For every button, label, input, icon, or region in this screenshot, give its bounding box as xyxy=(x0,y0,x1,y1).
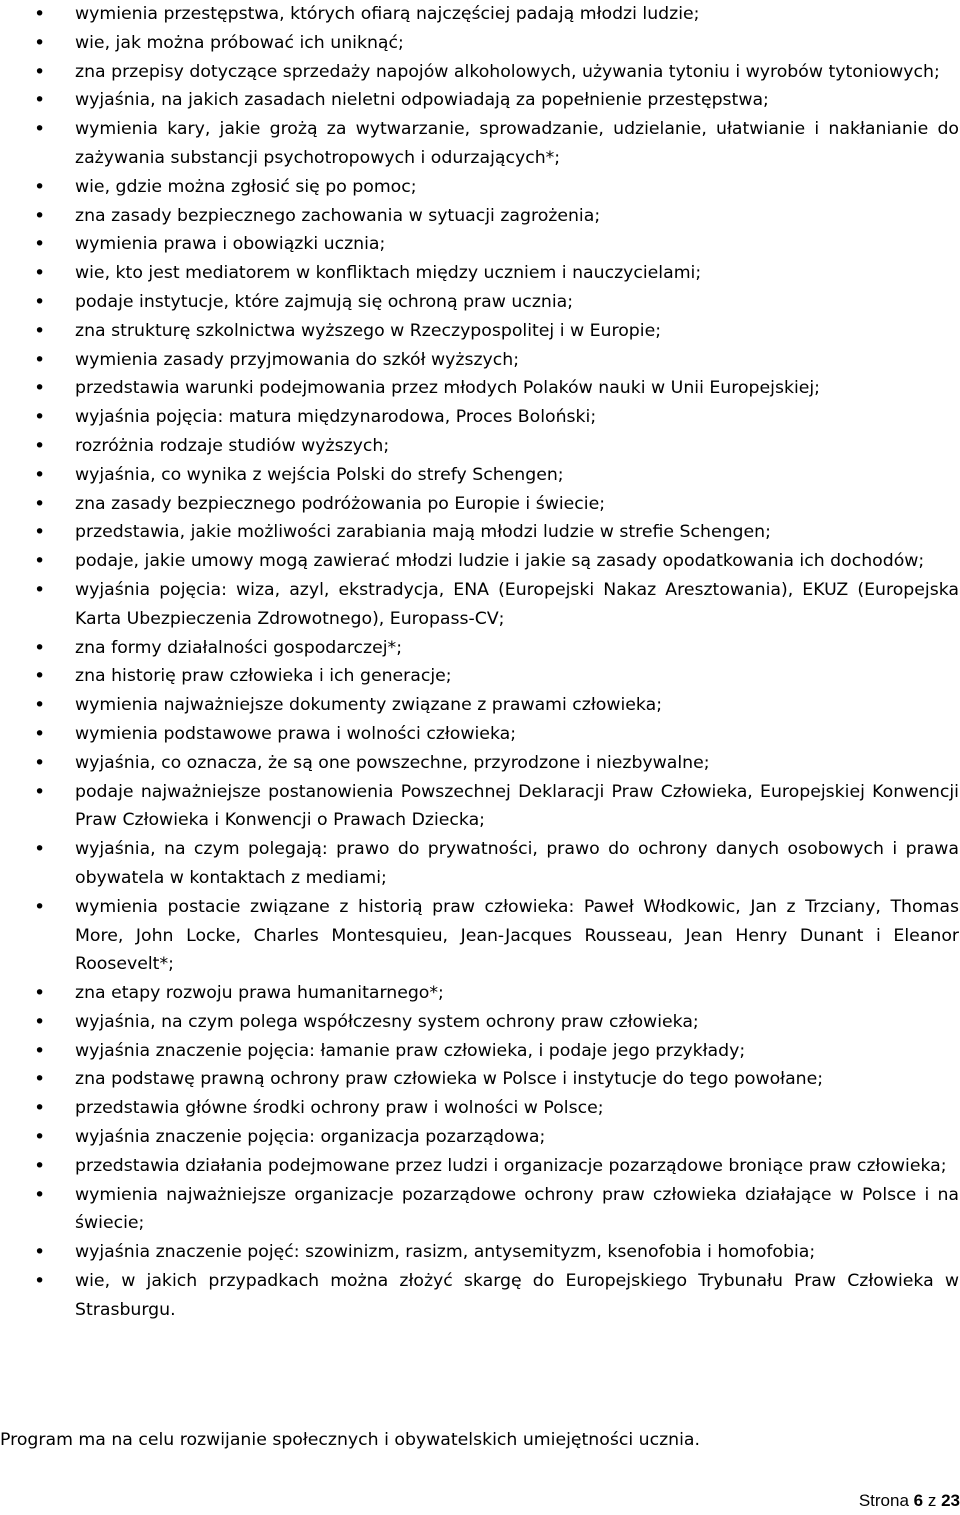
list-item xyxy=(0,1008,960,1037)
bullet-icon: • xyxy=(34,1039,46,1062)
list-item xyxy=(0,1267,960,1325)
list-item-text: zna historię praw człowieka i ich generacje; xyxy=(75,666,452,687)
list-item-text: wie, gdzie można zgłosić się po pomoc; xyxy=(75,176,417,197)
bullet-icon: • xyxy=(34,175,46,198)
list-item xyxy=(0,346,960,375)
bullet-icon: • xyxy=(34,463,46,486)
list-item-text: wyjaśnia, na jakich zasadach nieletni odpowiadają za popełnienie przestępstwa; xyxy=(75,90,769,111)
bullet-icon: • xyxy=(34,751,46,774)
list-item-text: rozróżnia rodzaje studiów wyższych; xyxy=(75,435,390,456)
list-item xyxy=(0,432,960,461)
bullet-icon: • xyxy=(34,895,46,918)
list-item xyxy=(0,749,960,778)
bullet-icon: • xyxy=(34,377,46,400)
list-item-text: zna strukturę szkolnictwa wyższego w Rzeczypospolitej i w Europie; xyxy=(75,320,662,341)
bullet-icon: • xyxy=(34,60,46,83)
list-item xyxy=(0,1152,960,1181)
list-item-text: wie, kto jest mediatorem w konfliktach między uczniem i nauczycielami; xyxy=(75,263,702,284)
list-item-text: wyjaśnia, co wynika z wejścia Polski do strefy Schengen; xyxy=(75,464,564,485)
list-item-text: zna formy działalności gospodarczej*; xyxy=(75,637,403,658)
bullet-icon: • xyxy=(34,838,46,861)
list-item xyxy=(0,1123,960,1152)
list-item xyxy=(0,230,960,259)
list-item-text: wymienia postacie związane z historią praw człowieka: Paweł Włodkowic, Jan z Trzciany, Thomas More, John Locke, Charles Montesquieu, Jean-Jacques Rousseau, Jean Henry Dunant i Eleanor Roosevelt*; xyxy=(75,896,959,975)
list-item xyxy=(0,547,960,576)
footer-label: Strona xyxy=(858,1491,909,1510)
list-item-text: wymienia prawa i obowiązki ucznia; xyxy=(75,234,386,255)
list-item xyxy=(0,1094,960,1123)
bullet-icon: • xyxy=(34,521,46,544)
list-item xyxy=(0,778,960,836)
list-item-text: wie, w jakich przypadkach można złożyć skargę do Europejskiego Trybunału Praw Człowieka w Strasburgu. xyxy=(75,1271,959,1320)
list-item-text: podaje, jakie umowy mogą zawierać młodzi ludzie i jakie są zasady opodatkowania ich dochodów; xyxy=(75,551,925,572)
list-item-text: zna podstawę prawną ochrony praw człowieka w Polsce i instytucje do tego powołane; xyxy=(75,1069,824,1090)
list-item-text: podaje instytucje, które zajmują się ochroną praw ucznia; xyxy=(75,291,574,312)
list-item-text: podaje najważniejsze postanowienia Powszechnej Deklaracji Praw Człowieka, Europejskiej Konwencji Praw Człowieka i Konwencji o Prawach Dziecka; xyxy=(75,781,959,831)
page-number: 6 xyxy=(913,1491,924,1510)
list-item xyxy=(0,29,960,58)
list-item-text: wyjaśnia znaczenie pojęcia: organizacja pozarządowa; xyxy=(75,1127,546,1148)
list-item-text: przedstawia działania podejmowane przez ludzi i organizacje pozarządowe broniące praw człowieka; xyxy=(75,1155,947,1176)
list-item-text: przedstawia główne środki ochrony praw i wolności w Polsce; xyxy=(75,1098,604,1119)
list-item xyxy=(0,317,960,346)
closing-paragraph: Program ma na celu rozwijanie społecznych i obywatelskich umiejętności ucznia. xyxy=(0,1430,700,1450)
list-item xyxy=(0,288,960,317)
list-item-text: wyjaśnia znaczenie pojęć: szowinizm, rasizm, antysemityzm, ksenofobia i homofobia; xyxy=(75,1242,816,1263)
list-item-text: zna zasady bezpiecznego zachowania w sytuacji zagrożenia; xyxy=(75,205,601,226)
list-item-text: wymienia podstawowe prawa i wolności człowieka; xyxy=(75,723,517,744)
list-item xyxy=(0,1238,960,1267)
bullet-icon: • xyxy=(34,1183,46,1206)
list-item xyxy=(0,720,960,749)
list-item-text: wymienia najważniejsze organizacje pozarządowe ochrony praw człowieka działające w Polsce i na świecie; xyxy=(75,1184,959,1234)
bullet-icon: • xyxy=(34,636,46,659)
list-item-text: wymienia kary, jakie grożą za wytwarzanie, sprowadzanie, udzielanie, ułatwianie i nakłanianie do zażywania substancji psychotropowych i odurzających*; xyxy=(75,119,959,168)
list-item-text: wymienia najważniejsze dokumenty związane z prawami człowieka; xyxy=(75,695,663,716)
list-item xyxy=(0,202,960,231)
bullet-icon: • xyxy=(34,348,46,371)
list-item xyxy=(0,634,960,663)
bullet-icon: • xyxy=(34,665,46,688)
list-item-text: zna etapy rozwoju prawa humanitarnego*; xyxy=(75,983,444,1004)
list-item xyxy=(0,1181,960,1239)
list-item xyxy=(0,691,960,720)
list-item xyxy=(0,893,960,979)
list-item-text: przedstawia warunki podejmowania przez młodych Polaków nauki w Unii Europejskiej; xyxy=(75,378,821,399)
bullet-icon: • xyxy=(34,204,46,227)
bullet-icon: • xyxy=(34,118,46,141)
bullet-icon: • xyxy=(34,1241,46,1264)
bullet-icon: • xyxy=(34,1126,46,1149)
bullet-icon: • xyxy=(34,550,46,573)
list-item xyxy=(0,979,960,1008)
bullet-icon: • xyxy=(34,233,46,256)
bullet-icon: • xyxy=(34,780,46,803)
list-item-text: wymienia zasady przyjmowania do szkół wyższych; xyxy=(75,349,520,370)
list-item xyxy=(0,1037,960,1066)
bullet-icon: • xyxy=(34,694,46,717)
bullet-icon: • xyxy=(34,434,46,457)
list-item xyxy=(0,1065,960,1094)
bullet-icon: • xyxy=(34,3,46,25)
list-item-text: zna przepisy dotyczące sprzedaży napojów alkoholowych, używania tytoniu i wyrobów tytoniowych; xyxy=(75,61,940,82)
bullet-icon: • xyxy=(34,982,46,1005)
page-total: 23 xyxy=(941,1491,960,1510)
bullet-icon: • xyxy=(34,578,46,601)
bullet-icon: • xyxy=(34,319,46,342)
list-item-text: zna zasady bezpiecznego podróżowania po Europie i świecie; xyxy=(75,493,606,514)
list-item xyxy=(0,58,960,87)
list-item-text: wie, jak można próbować ich uniknąć; xyxy=(75,32,404,53)
bullet-icon: • xyxy=(34,1154,46,1177)
list-item-text: wyjaśnia pojęcia: wiza, azyl, ekstradycja, ENA (Europejski Nakaz Aresztowania), EKUZ (Europejska Karta Ubezpieczenia Zdrowotnego), Europass-CV; xyxy=(75,579,959,629)
bullet-icon: • xyxy=(34,406,46,429)
list-item xyxy=(0,461,960,490)
bullet-icon: • xyxy=(34,1010,46,1033)
list-item xyxy=(0,374,960,403)
list-item xyxy=(0,86,960,115)
list-item xyxy=(0,259,960,288)
list-item-text: wyjaśnia znaczenie pojęcia: łamanie praw człowieka, i podaje jego przykłady; xyxy=(75,1040,746,1061)
bullet-icon: • xyxy=(34,492,46,515)
bullet-icon: • xyxy=(34,89,46,112)
list-item-text: wyjaśnia, na czym polega współczesny system ochrony praw człowieka; xyxy=(75,1011,699,1032)
list-item xyxy=(0,115,960,173)
bullet-icon: • xyxy=(34,1097,46,1120)
bullet-icon: • xyxy=(34,290,46,313)
list-item xyxy=(0,490,960,519)
list-item xyxy=(0,576,960,634)
page-footer xyxy=(859,1490,960,1512)
bullet-icon: • xyxy=(34,722,46,745)
bullet-icon: • xyxy=(34,1068,46,1091)
bullet-icon: • xyxy=(34,262,46,285)
list-item xyxy=(0,835,960,893)
list-item xyxy=(0,0,960,29)
bullet-icon: • xyxy=(34,1270,46,1293)
list-item-text: wymienia przestępstwa, których ofiarą najczęściej padają młodzi ludzie; xyxy=(75,4,700,24)
list-item-text: przedstawia, jakie możliwości zarabiania mają młodzi ludzie w strefie Schengen; xyxy=(75,522,771,543)
list-item xyxy=(0,518,960,547)
list-item-text: wyjaśnia, na czym polegają: prawo do prywatności, prawo do ochrony danych osobowych i prawa obywatela w kontaktach z mediami; xyxy=(75,839,959,888)
list-item-text: wyjaśnia pojęcia: matura międzynarodowa, Proces Boloński; xyxy=(75,407,597,428)
list-item xyxy=(0,403,960,432)
footer-separator: z xyxy=(927,1491,937,1510)
list-item xyxy=(0,662,960,691)
bullet-icon: • xyxy=(34,31,46,54)
list-item xyxy=(0,173,960,202)
list-item-text: wyjaśnia, co oznacza, że są one powszechne, przyrodzone i niezbywalne; xyxy=(75,752,710,773)
